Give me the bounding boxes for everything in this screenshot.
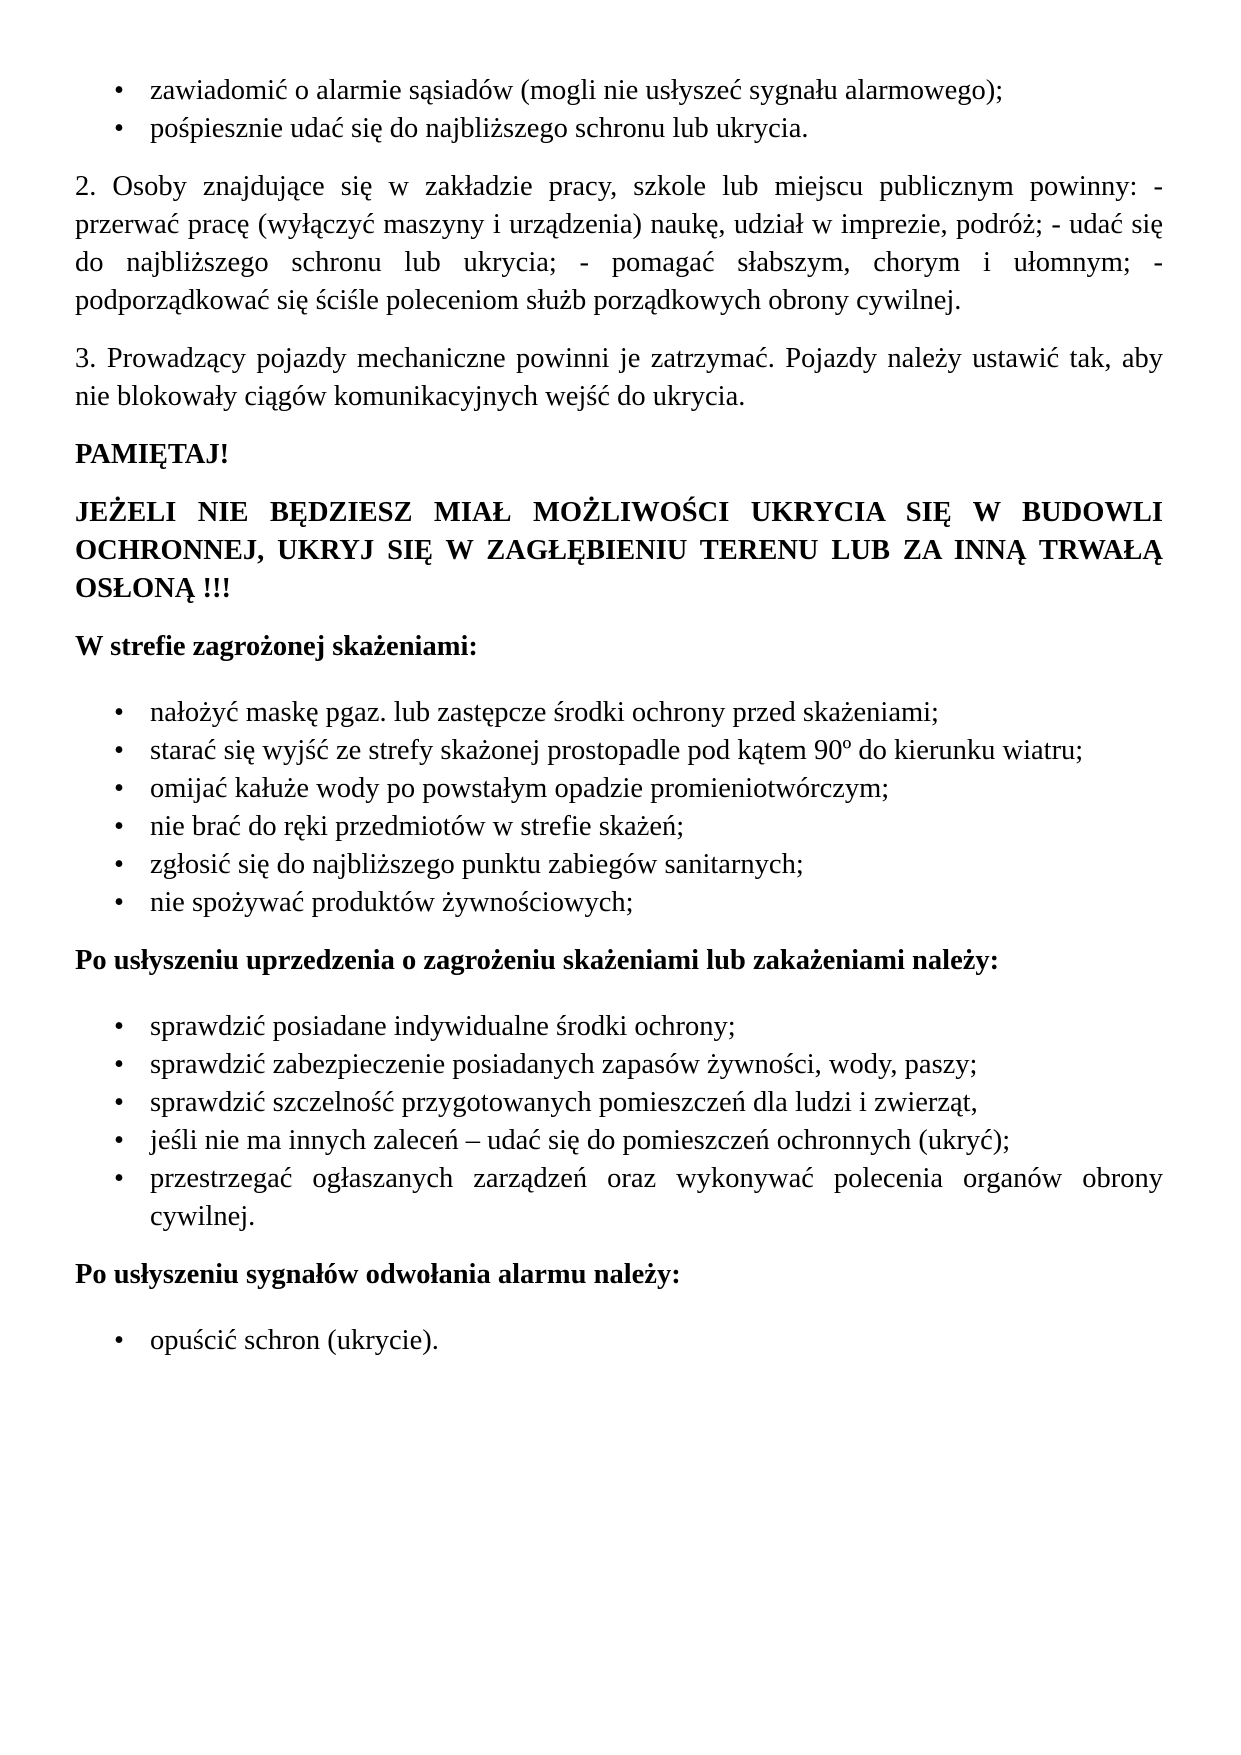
list-item-text: pośpiesznie udać się do najbliższego schronu lub ukrycia. — [150, 113, 809, 144]
list-item-text: jeśli nie ma innych zaleceń – udać się do pomieszczeń ochronnych (ukryć); — [150, 1125, 1011, 1156]
list-item-text: sprawdzić posiadane indywidualne środki ochrony; — [150, 1011, 736, 1042]
list-item — [75, 694, 1163, 732]
list-item — [75, 1322, 1163, 1360]
bullet-icon: • — [114, 1011, 124, 1042]
list-item — [75, 1008, 1163, 1046]
list-item-text: zgłosić się do najbliższego punktu zabiegów sanitarnych; — [150, 849, 804, 880]
list-item — [75, 770, 1163, 808]
paragraph-workplace: 2. Osoby znajdujące się w zakładzie pracy, szkole lub miejscu publicznym powinny: - przerwać pracę (wyłączyć maszyny i urządzenia) naukę, udział w imprezie, podróż; - udać się do najbliższego schronu lub ukrycia; - pomagać słabszym, chorym i ułomnym; - podporządkować się ściśle poleceniom służb porządkowych obrony cywilnej. — [75, 171, 1163, 316]
list-item — [75, 1046, 1163, 1084]
bullet-icon: • — [114, 1125, 124, 1156]
section-heading-warning: Po usłyszeniu uprzedzenia o zagrożeniu skażeniami lub zakażeniami należy: — [75, 945, 1000, 976]
list-item-text: przestrzegać ogłaszanych zarządzeń oraz wykonywać polecenia organów obrony cywilnej. — [150, 1163, 1163, 1232]
list-item — [75, 72, 1163, 110]
list-item-text: nałożyć maskę pgaz. lub zastępcze środki ochrony przed skażeniami; — [150, 697, 939, 728]
bullet-icon: • — [114, 75, 124, 106]
warning-text: JEŻELI NIE BĘDZIESZ MIAŁ MOŻLIWOŚCI UKRYCIA SIĘ W BUDOWLI OCHRONNEJ, UKRYJ SIĘ W ZAGŁĘBIENIU TERENU LUB ZA INNĄ TRWAŁĄ OSŁONĄ !!! — [75, 497, 1163, 604]
list-item — [75, 732, 1163, 770]
list-warning — [75, 1008, 1163, 1236]
bullet-icon: • — [114, 697, 124, 728]
list-item — [75, 110, 1163, 148]
bullet-icon: • — [114, 773, 124, 804]
list-item-text: sprawdzić szczelność przygotowanych pomieszczeń dla ludzi i zwierząt, — [150, 1087, 978, 1118]
list-item-text: omijać kałuże wody po powstałym opadzie promieniotwórczym; — [150, 773, 890, 804]
bullet-icon: • — [114, 1087, 124, 1118]
bullet-icon: • — [114, 1163, 124, 1194]
list-item — [75, 1084, 1163, 1122]
section-heading-cancel: Po usłyszeniu sygnałów odwołania alarmu należy: — [75, 1259, 681, 1290]
list-alarm-actions — [75, 72, 1163, 148]
list-item-text: nie brać do ręki przedmiotów w strefie skażeń; — [150, 811, 685, 842]
bullet-icon: • — [114, 849, 124, 880]
paragraph-vehicles: 3. Prowadzący pojazdy mechaniczne powinni je zatrzymać. Pojazdy należy ustawić tak, aby nie blokowały ciągów komunikacyjnych wejść do ukrycia. — [75, 343, 1163, 412]
bullet-icon: • — [114, 811, 124, 842]
list-contamination — [75, 694, 1163, 922]
bullet-icon: • — [114, 887, 124, 918]
remember-heading: PAMIĘTAJ! — [75, 439, 230, 470]
list-item — [75, 846, 1163, 884]
bullet-icon: • — [114, 1049, 124, 1080]
list-item-text: nie spożywać produktów żywnościowych; — [150, 887, 634, 918]
bullet-icon: • — [114, 1325, 124, 1356]
list-cancel — [75, 1322, 1163, 1360]
list-item — [75, 1122, 1163, 1160]
list-item — [75, 884, 1163, 922]
bullet-icon: • — [114, 735, 124, 766]
section-heading-contamination: W strefie zagrożonej skażeniami: — [75, 631, 478, 662]
list-item-text: starać się wyjść ze strefy skażonej prostopadle pod kątem 90º do kierunku wiatru; — [150, 735, 1084, 766]
list-item-text: opuścić schron (ukrycie). — [150, 1325, 439, 1356]
bullet-icon: • — [114, 113, 124, 144]
list-item — [75, 808, 1163, 846]
list-item-text: sprawdzić zabezpieczenie posiadanych zapasów żywności, wody, paszy; — [150, 1049, 978, 1080]
list-item — [75, 1160, 1163, 1236]
document-page — [75, 72, 1163, 1360]
list-item-text: zawiadomić o alarmie sąsiadów (mogli nie usłyszeć sygnału alarmowego); — [150, 75, 1004, 106]
